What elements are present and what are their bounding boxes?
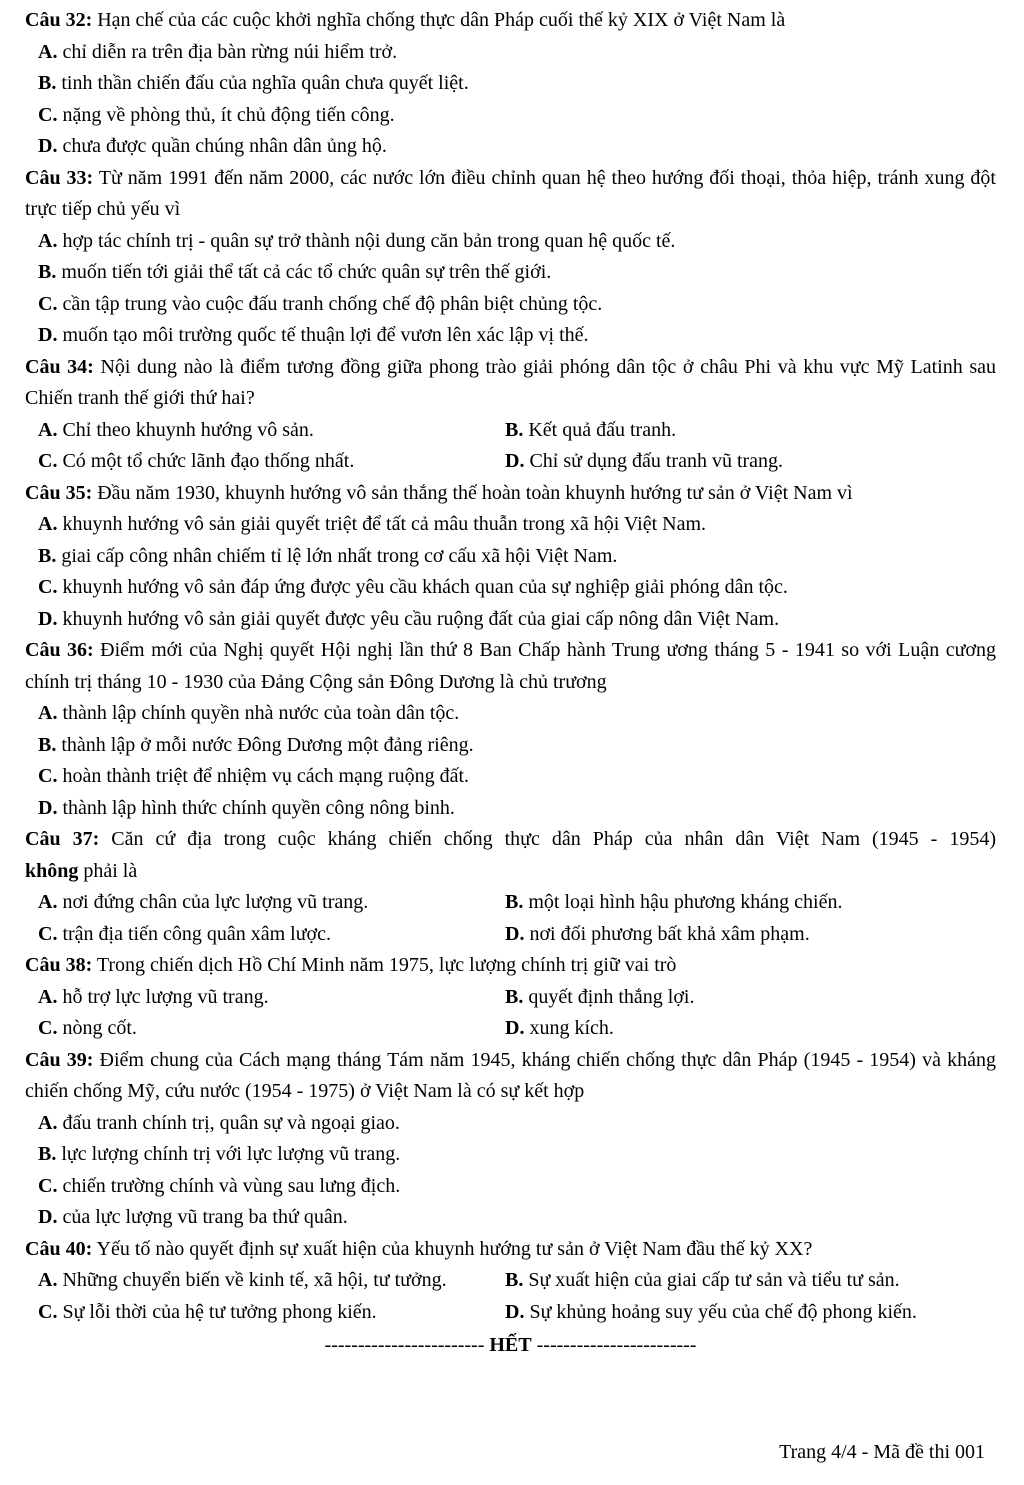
option-letter: A. [38,229,58,252]
options-grid [25,887,996,950]
option-row [25,1013,492,1045]
option-letter: A. [38,985,58,1008]
question-stem-text: Từ năm 1991 đến năm 2000, các nước lớn điều chỉnh quan hệ theo hướng đối thoại, thỏa hiệp, tránh xung đột trực tiếp chủ yếu vì [25,166,996,220]
question-number: Câu 36: [25,639,94,661]
option-row [25,604,996,636]
option-letter: C. [38,765,58,787]
option-text: giai cấp công nhân chiếm tỉ lệ lớn nhất trong cơ cấu xã hội Việt Nam. [61,544,618,567]
option-text: trận địa tiến công quân xâm lược. [62,922,332,945]
option-row [25,320,996,352]
option-text: khuynh hướng vô sản giải quyết được yêu cầu ruộng đất của giai cấp nông dân Việt Nam. [62,607,780,630]
option-letter: D. [505,1300,525,1323]
option-letter: D. [505,1017,525,1039]
option-letter: C. [38,1017,58,1039]
question-35 [25,478,996,636]
question-stem [25,950,996,982]
option-text: khuynh hướng vô sản đáp ứng được yêu cầu khách quan của sự nghiệp giải phóng dân tộc. [62,576,788,598]
option-text: hoàn thành triệt để nhiệm vụ cách mạng ruộng đất. [62,765,469,787]
option-text: thành lập ở mỗi nước Đông Dương một đảng riêng. [61,733,474,756]
option-row [25,446,492,478]
option-row [25,761,996,793]
option-text: chiến trường chính và vùng sau lưng địch. [62,1174,401,1197]
option-text: muốn tiến tới giải thể tất cả các tổ chức quân sự trên thế giới. [61,261,552,283]
option-letter: B. [505,418,524,441]
option-row [25,415,492,447]
question-34 [25,352,996,478]
option-text: thành lập hình thức chính quyền công nông binh. [62,796,455,819]
question-stem-text: Trong chiến dịch Hồ Chí Minh năm 1975, lực lượng chính trị giữ vai trò [96,954,677,976]
option-text: đấu tranh chính trị, quân sự và ngoại giao. [62,1111,400,1134]
option-row [25,1171,996,1203]
option-letter: A. [38,891,58,913]
option-text: quyết định thắng lợi. [528,985,695,1008]
option-row [25,793,996,825]
page-footer: Trang 4/4 - Mã đề thi 001 [779,1441,985,1463]
question-stem-text: Căn cứ địa trong cuộc kháng chiến chống thực dân Pháp của nhân dân Việt Nam (1945 - 1954) [111,828,996,850]
option-letter: A. [38,702,58,724]
question-37 [25,824,996,950]
option-letter: B. [38,733,57,756]
question-stem [25,5,996,37]
question-stem [25,1234,996,1266]
question-32 [25,5,996,163]
option-text: Chỉ theo khuynh hướng vô sản. [62,418,314,441]
question-stem-text: Đầu năm 1930, khuynh hướng vô sản thắng thế hoàn toàn khuynh hướng tư sản ở Việt Nam vì [97,481,853,504]
end-divider-dashes-right: ------------------------ [536,1334,697,1356]
option-row [25,698,996,730]
option-row [492,887,996,919]
option-text: Kết quả đấu tranh. [528,418,677,441]
option-row [25,730,996,762]
option-row [492,1297,996,1329]
option-text: chưa được quần chúng nhân dân ủng hộ. [62,135,387,157]
option-text: thành lập chính quyền nhà nước của toàn dân tộc. [62,702,460,724]
question-stem [25,824,996,856]
option-row [25,982,492,1014]
option-row [25,257,996,289]
option-text: Có một tổ chức lãnh đạo thống nhất. [62,450,355,472]
option-row [25,541,996,573]
question-stem-text: Điểm chung của Cách mạng tháng Tám năm 1945, kháng chiến chống thực dân Pháp (1945 - 1954) và kháng chiến chống Mỹ, cứu nước (1954 - 1975) ở Việt Nam là có sự kết hợp [25,1048,996,1102]
option-letter: D. [505,450,525,472]
option-letter: B. [38,72,57,94]
question-stem [25,1045,996,1108]
option-row [25,572,996,604]
option-letter: C. [38,922,58,945]
option-letter: D. [38,607,58,630]
question-number: Câu 35: [25,481,93,504]
option-row [25,68,996,100]
option-row [25,37,996,69]
end-divider [25,1330,996,1362]
options-grid [25,415,996,478]
option-row [25,226,996,258]
option-text: lực lượng chính trị với lực lượng vũ trang. [61,1143,401,1165]
option-letter: C. [38,1174,58,1197]
question-stem-text: Nội dung nào là điểm tương đồng giữa phong trào giải phóng dân tộc ở châu Phi và khu vực Mỹ Latinh sau Chiến tranh thế giới thứ hai? [25,355,996,409]
option-letter: A. [38,1111,58,1134]
option-text: nặng về phòng thủ, ít chủ động tiến công. [62,103,395,126]
option-letter: B. [38,261,57,283]
option-letter: C. [38,1300,58,1323]
option-text: một loại hình hậu phương kháng chiến. [528,891,843,913]
option-letter: D. [38,796,58,819]
question-stem [25,352,996,415]
question-36 [25,635,996,824]
option-row [492,919,996,951]
option-letter: A. [38,40,58,63]
question-number: Câu 33: [25,166,94,189]
question-number: Câu 34: [25,355,94,378]
option-text: của lực lượng vũ trang ba thứ quân. [62,1206,348,1228]
option-text: hỗ trợ lực lượng vũ trang. [62,985,269,1008]
question-number: Câu 32: [25,9,93,31]
options-grid [25,982,996,1045]
question-stem [25,163,996,226]
question-38 [25,950,996,1045]
option-letter: D. [38,135,58,157]
question-40 [25,1234,996,1329]
option-text: Sự lỗi thời của hệ tư tưởng phong kiến. [62,1300,377,1323]
option-letter: D. [38,324,58,346]
option-row [25,509,996,541]
options-grid [25,1265,996,1328]
question-number: Câu 40: [25,1237,93,1260]
end-divider-label: HẾT [489,1334,532,1356]
option-row [492,1265,996,1297]
option-row [25,1139,996,1171]
option-row [492,982,996,1014]
option-row [25,1265,492,1297]
question-number: Câu 39: [25,1048,94,1071]
question-39 [25,1045,996,1234]
question-stem-bold-word: không [25,859,79,882]
option-letter: D. [38,1206,58,1228]
option-text: hợp tác chính trị - quân sự trở thành nội dung căn bản trong quan hệ quốc tế. [62,229,676,252]
option-letter: A. [38,418,58,441]
option-row [492,415,996,447]
option-text: cần tập trung vào cuộc đấu tranh chống chế độ phân biệt chủng tộc. [62,292,603,315]
question-number: Câu 38: [25,954,93,976]
option-letter: C. [38,576,58,598]
option-letter: A. [38,513,58,535]
question-number: Câu 37: [25,828,100,850]
option-letter: C. [38,292,58,315]
option-text: nơi đối phương bất khả xâm phạm. [529,922,810,945]
option-letter: B. [505,891,524,913]
option-letter: B. [505,985,524,1008]
option-row [492,1013,996,1045]
option-text: Sự xuất hiện của giai cấp tư sản và tiểu tư sản. [528,1269,900,1291]
option-text: muốn tạo môi trường quốc tế thuận lợi để vươn lên xác lập vị thế. [62,324,589,346]
option-text: Sự khủng hoảng suy yếu của chế độ phong kiến. [529,1300,917,1323]
option-text: tinh thần chiến đấu của nghĩa quân chưa quyết liệt. [61,72,469,94]
option-text: nơi đứng chân của lực lượng vũ trang. [62,891,369,913]
option-letter: B. [38,544,57,567]
end-divider-dashes-left: ------------------------ [324,1334,485,1356]
option-text: xung kích. [529,1017,614,1039]
option-text: Những chuyển biến về kinh tế, xã hội, tư tưởng. [62,1269,447,1291]
question-stem-text: Điểm mới của Nghị quyết Hội nghị lần thứ 8 Ban Chấp hành Trung ương tháng 5 - 1941 so với Luận cương chính trị tháng 10 - 1930 của Đảng Cộng sản Đông Dương là chủ trương [25,639,997,693]
option-letter: A. [38,1269,58,1291]
option-letter: B. [505,1269,524,1291]
question-33 [25,163,996,352]
option-text: khuynh hướng vô sản giải quyết triệt để tất cả mâu thuẫn trong xã hội Việt Nam. [62,513,707,535]
option-row [25,887,492,919]
option-row [25,1202,996,1234]
option-letter: B. [38,1143,57,1165]
option-row [25,919,492,951]
option-row [492,446,996,478]
option-row [25,131,996,163]
option-letter: C. [38,450,58,472]
question-stem [25,635,996,698]
question-stem-tail: phải là [78,859,138,882]
option-row [25,1297,492,1329]
option-row [25,289,996,321]
option-text: nòng cốt. [62,1017,137,1039]
question-stem-line2 [25,856,996,888]
question-stem-text: Hạn chế của các cuộc khởi nghĩa chống thực dân Pháp cuối thế kỷ XIX ở Việt Nam là [97,9,786,31]
question-stem-text: Yếu tố nào quyết định sự xuất hiện của khuynh hướng tư sản ở Việt Nam đầu thế kỷ XX? [96,1237,813,1260]
question-stem [25,478,996,510]
option-row [25,1108,996,1140]
option-text: Chỉ sử dụng đấu tranh vũ trang. [529,450,784,472]
option-row [25,100,996,132]
option-letter: C. [38,103,58,126]
option-text: chỉ diễn ra trên địa bàn rừng núi hiểm trở. [62,40,398,63]
option-letter: D. [505,922,525,945]
